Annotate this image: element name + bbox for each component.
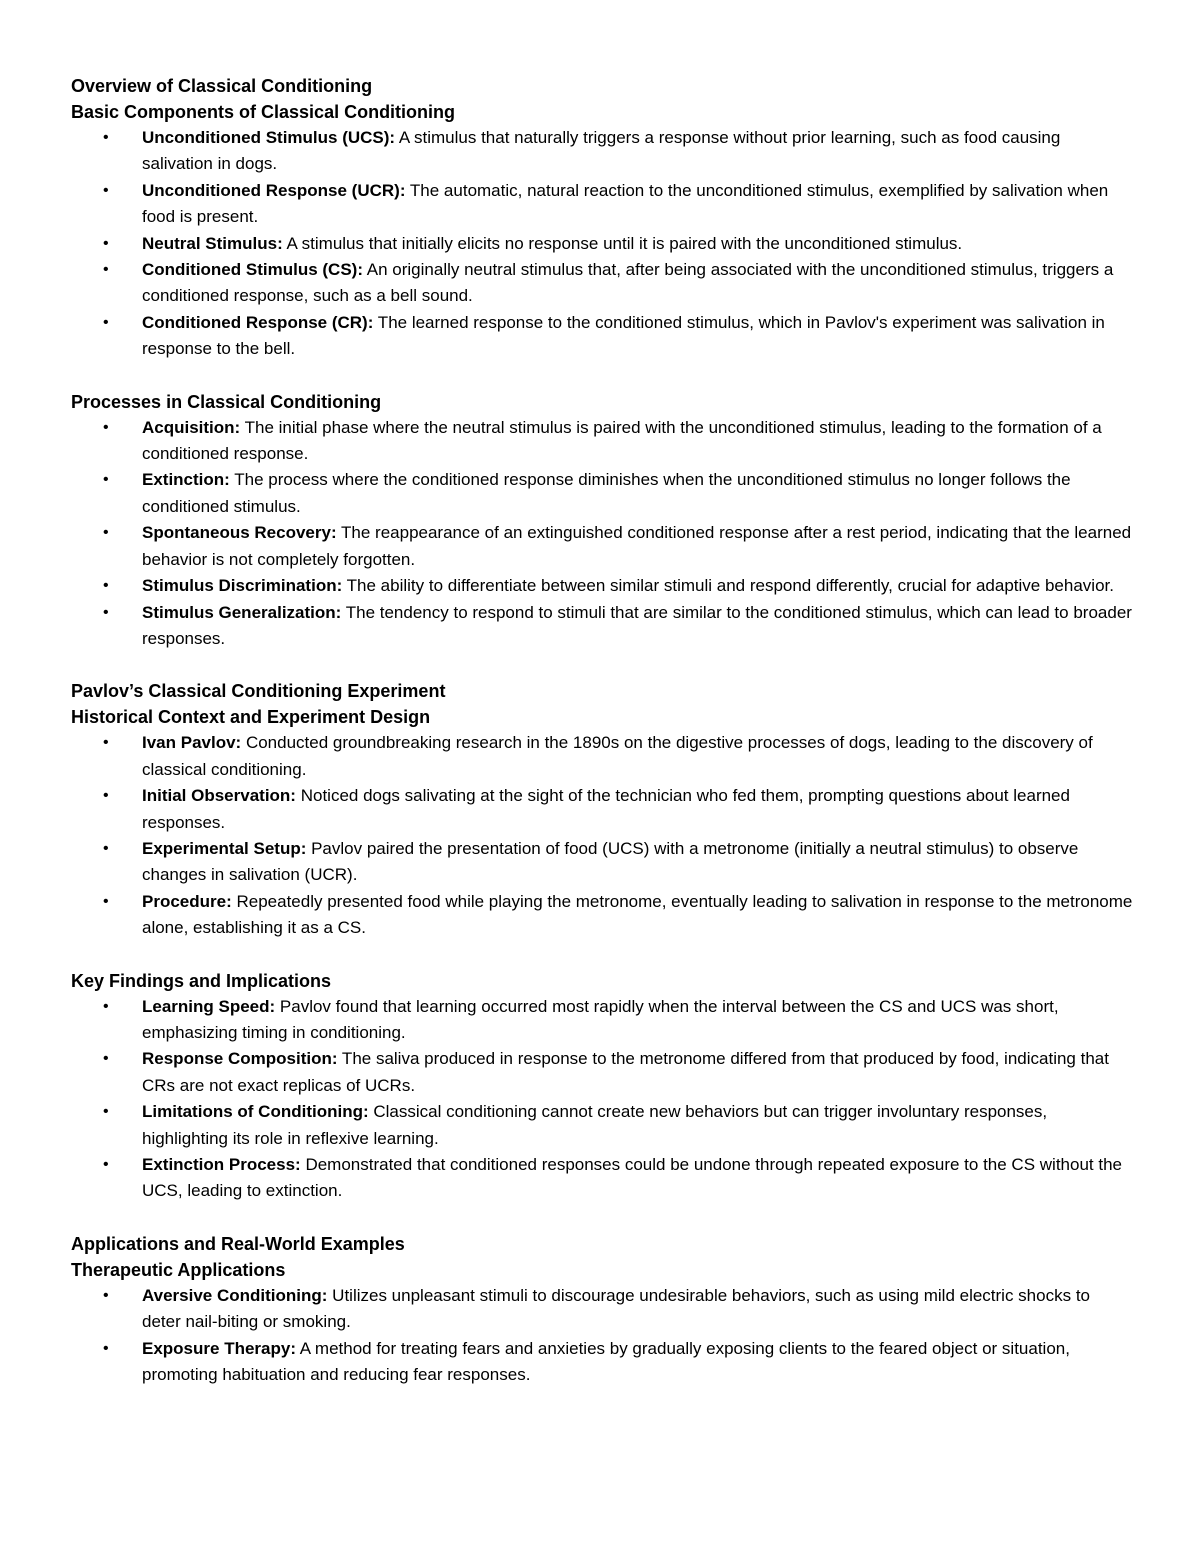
item-text: The saliva produced in response to the metronome differed from that produced by food, indicating that CRs are not exact replicas of UCRs. [142, 1049, 1109, 1095]
item-text: A stimulus that naturally triggers a response without prior learning, such as food causing salivation in dogs. [142, 128, 1061, 174]
bullet-icon: • [103, 524, 109, 542]
bullet-icon: • [103, 787, 109, 805]
item-text: A stimulus that initially elicits no response until it is paired with the unconditioned stimulus. [282, 233, 963, 253]
document-page [71, 73, 1133, 1414]
bullet-icon: • [103, 1286, 109, 1304]
list-item [103, 415, 1133, 468]
item-term: Exposure Therapy: [142, 1338, 296, 1358]
item-text: Repeatedly presented food while playing the metronome, eventually leading to salivation in response to the metronome alone, establishing it as a CS. [142, 891, 1133, 938]
item-text: The reappearance of an extinguished conditioned response after a rest period, indicating that the learned behavior is not completely forgotten. [142, 523, 1132, 569]
section-heading: Overview of Classical Conditioning [71, 76, 373, 96]
item-text: The automatic, natural reaction to the unconditioned stimulus, exemplified by salivation when food is present. [142, 180, 1109, 227]
bullet-icon: • [103, 181, 109, 199]
list-item [103, 231, 1133, 257]
list-item [103, 994, 1133, 1047]
bullet-icon: • [103, 1050, 109, 1068]
item-term: Conditioned Stimulus (CS): [142, 260, 363, 280]
bullet-icon: • [103, 1339, 109, 1357]
item-term: Limitations of Conditioning: [142, 1102, 369, 1122]
list-item [103, 1336, 1133, 1389]
bullet-list [71, 730, 1133, 941]
item-term: Extinction: [142, 470, 230, 490]
section-key-findings [71, 968, 1133, 1205]
item-term: Ivan Pavlov: [142, 733, 242, 753]
bullet-list [71, 415, 1133, 653]
list-item [103, 1046, 1133, 1099]
section-heading: Key Findings and Implications [71, 970, 332, 991]
section-applications [71, 1231, 1133, 1389]
bullet-icon: • [103, 261, 109, 279]
list-item [103, 1099, 1133, 1152]
item-text: The initial phase where the neutral stimulus is paired with the unconditioned stimulus, leading to the formation of a conditioned response. [142, 417, 1102, 464]
item-text: The learned response to the conditioned stimulus, which in Pavlov's experiment was salivation in response to the bell. [142, 312, 1105, 359]
item-text: Conducted groundbreaking research in the 1890s on the digestive processes of dogs, leading to the discovery of classical conditioning. [142, 733, 1093, 779]
list-item [103, 1152, 1133, 1205]
section-subheading: Therapeutic Applications [71, 1259, 286, 1280]
item-term: Extinction Process: [142, 1155, 301, 1174]
item-term: Acquisition: [142, 417, 241, 437]
item-text: Classical conditioning cannot create new behaviors but can trigger involuntary responses, highlighting its role in reflexive learning. [142, 1102, 1048, 1148]
bullet-icon: • [103, 603, 109, 621]
bullet-list [71, 125, 1133, 363]
item-text: An originally neutral stimulus that, after being associated with the unconditioned stimulus, triggers a conditioned response, such as a bell sound. [142, 260, 1114, 306]
item-text: The tendency to respond to stimuli that are similar to the conditioned stimulus, which can lead to broader responses. [142, 602, 1132, 648]
bullet-icon: • [103, 129, 109, 146]
bullet-icon: • [103, 471, 109, 489]
item-text: Pavlov paired the presentation of food (UCS) with a metronome (initially a neutral stimulus) to observe changes in salivation (UCR). [142, 838, 1079, 885]
list-item [103, 889, 1133, 942]
item-term: Procedure: [142, 891, 232, 911]
item-text: A method for treating fears and anxieties by gradually exposing clients to the feared object or situation, promoting habituation and reducing fear responses. [142, 1338, 1070, 1385]
item-term: Learning Speed: [142, 996, 276, 1016]
bullet-icon: • [103, 892, 109, 910]
bullet-icon: • [103, 313, 109, 331]
list-item [103, 257, 1133, 310]
section-overview [71, 73, 1133, 363]
list-item [103, 783, 1133, 836]
list-item [103, 730, 1133, 783]
item-text: Utilizes unpleasant stimuli to discourage undesirable behaviors, such as using mild electric shocks to deter nail-biting or smoking. [142, 1285, 1090, 1332]
list-item [103, 836, 1133, 889]
item-term: Aversive Conditioning: [142, 1285, 328, 1305]
list-item [103, 310, 1133, 363]
bullet-icon: • [103, 734, 109, 752]
item-text: Demonstrated that conditioned responses could be undone through repeated exposure to the CS without the UCS, leading to extinction. [142, 1155, 1122, 1201]
bullet-icon: • [103, 1103, 109, 1121]
section-subheading: Basic Components of Classical Conditioning [71, 102, 456, 122]
item-term: Experimental Setup: [142, 838, 307, 858]
section-heading: Processes in Classical Conditioning [71, 391, 382, 412]
bullet-icon: • [103, 1156, 109, 1173]
item-term: Stimulus Generalization: [142, 602, 342, 622]
list-item [103, 573, 1133, 599]
bullet-list [71, 1283, 1133, 1389]
bullet-icon: • [103, 839, 109, 857]
list-item [103, 125, 1133, 178]
list-item [103, 467, 1133, 520]
section-heading: Pavlov’s Classical Conditioning Experiment [71, 681, 446, 702]
section-heading: Applications and Real-World Examples [71, 1233, 405, 1254]
item-text: Noticed dogs salivating at the sight of the technician who fed them, prompting questions about learned responses. [142, 786, 1070, 832]
item-term: Initial Observation: [142, 786, 296, 806]
bullet-icon: • [103, 234, 109, 252]
bullet-icon: • [103, 577, 109, 595]
bullet-icon: • [103, 418, 109, 436]
item-term: Spontaneous Recovery: [142, 523, 337, 543]
item-term: Stimulus Discrimination: [142, 576, 343, 596]
item-text: The ability to differentiate between similar stimuli and respond differently, crucial for adaptive behavior. [342, 576, 1114, 596]
item-text: Pavlov found that learning occurred most rapidly when the interval between the CS and UCS was short, emphasizing timing in conditioning. [142, 996, 1059, 1042]
item-term: Unconditioned Response (UCR): [142, 180, 406, 200]
section-pavlov-experiment [71, 678, 1133, 941]
list-item [103, 600, 1133, 653]
item-term: Conditioned Response (CR): [142, 312, 374, 332]
section-processes [71, 389, 1133, 653]
item-term: Unconditioned Stimulus (UCS): [142, 128, 396, 147]
item-term: Neutral Stimulus: [142, 233, 283, 253]
item-term: Response Composition: [142, 1049, 338, 1069]
list-item [103, 1283, 1133, 1336]
item-text: The process where the conditioned response diminishes when the unconditioned stimulus no longer follows the conditioned stimulus. [142, 470, 1071, 516]
bullet-list [71, 994, 1133, 1205]
list-item [103, 520, 1133, 573]
list-item [103, 178, 1133, 231]
section-subheading: Historical Context and Experiment Design [71, 707, 431, 728]
bullet-icon: • [103, 997, 109, 1015]
